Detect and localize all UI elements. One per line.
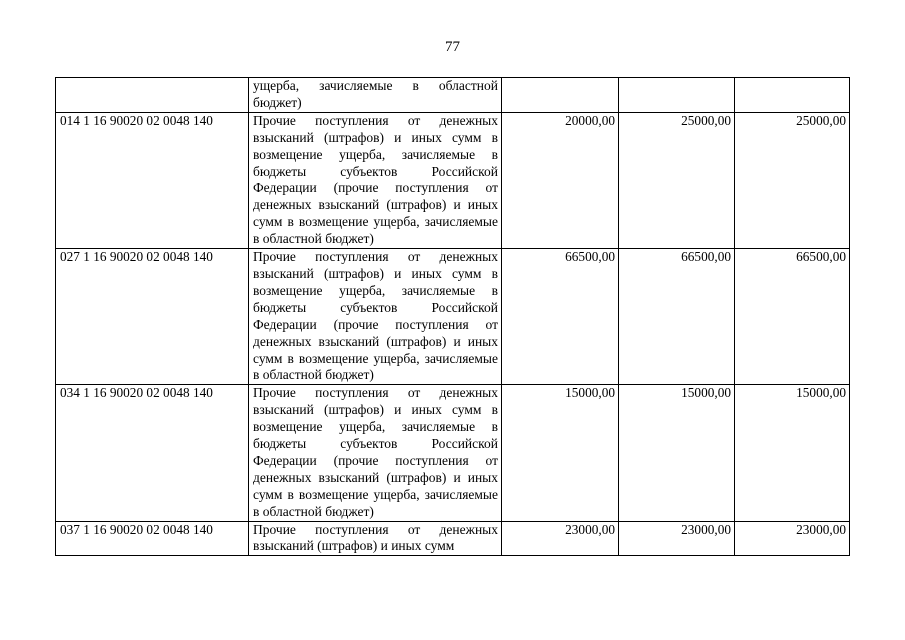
amount-cell-3: 23000,00 [735,521,850,556]
budget-code-cell: 014 1 16 90020 02 0048 140 [56,112,249,248]
amount-cell-2: 66500,00 [619,249,735,385]
table-row [56,78,850,113]
revenue-name-cell: Прочие поступления от денежных взысканий (штрафов) и иных сумм в возмещение ущерба, зачисляемые в бюджеты субъектов Российской Федерации (прочие поступления от денежных взысканий (штрафов) и иных сумм в возмещение ущерба, зачисляемые в областной бюджет) [249,112,502,248]
amount-cell-2: 25000,00 [619,112,735,248]
amount-cell-3: 66500,00 [735,249,850,385]
revenue-name-cell: ущерба, зачисляемые в областной бюджет) [249,78,502,113]
budget-code-cell: 037 1 16 90020 02 0048 140 [56,521,249,556]
table-row [56,249,850,385]
revenue-name-cell: Прочие поступления от денежных взысканий (штрафов) и иных сумм в возмещение ущерба, зачисляемые в бюджеты субъектов Российской Федерации (прочие поступления от денежных взысканий (штрафов) и иных сумм в возмещение ущерба, зачисляемые в областной бюджет) [249,385,502,521]
table-row [56,521,850,556]
budget-code-cell [56,78,249,113]
amount-cell-2: 15000,00 [619,385,735,521]
amount-cell-2: 23000,00 [619,521,735,556]
amount-cell-1: 15000,00 [502,385,619,521]
amount-cell-1: 20000,00 [502,112,619,248]
budget-code-cell: 027 1 16 90020 02 0048 140 [56,249,249,385]
page-number: 77 [445,39,460,55]
table-row [56,112,850,248]
amount-cell-3: 25000,00 [735,112,850,248]
amount-cell-1 [502,78,619,113]
revenue-name-cell: Прочие поступления от денежных взысканий (штрафов) и иных сумм [249,521,502,556]
revenue-name-cell: Прочие поступления от денежных взысканий (штрафов) и иных сумм в возмещение ущерба, зачисляемые в бюджеты субъектов Российской Федерации (прочие поступления от денежных взысканий (штрафов) и иных сумм в возмещение ущерба, зачисляемые в областной бюджет) [249,249,502,385]
amount-cell-2 [619,78,735,113]
amount-cell-1: 23000,00 [502,521,619,556]
amount-cell-1: 66500,00 [502,249,619,385]
budget-code-cell: 034 1 16 90020 02 0048 140 [56,385,249,521]
amount-cell-3 [735,78,850,113]
revenue-table [55,77,850,556]
table-row [56,385,850,521]
amount-cell-3: 15000,00 [735,385,850,521]
